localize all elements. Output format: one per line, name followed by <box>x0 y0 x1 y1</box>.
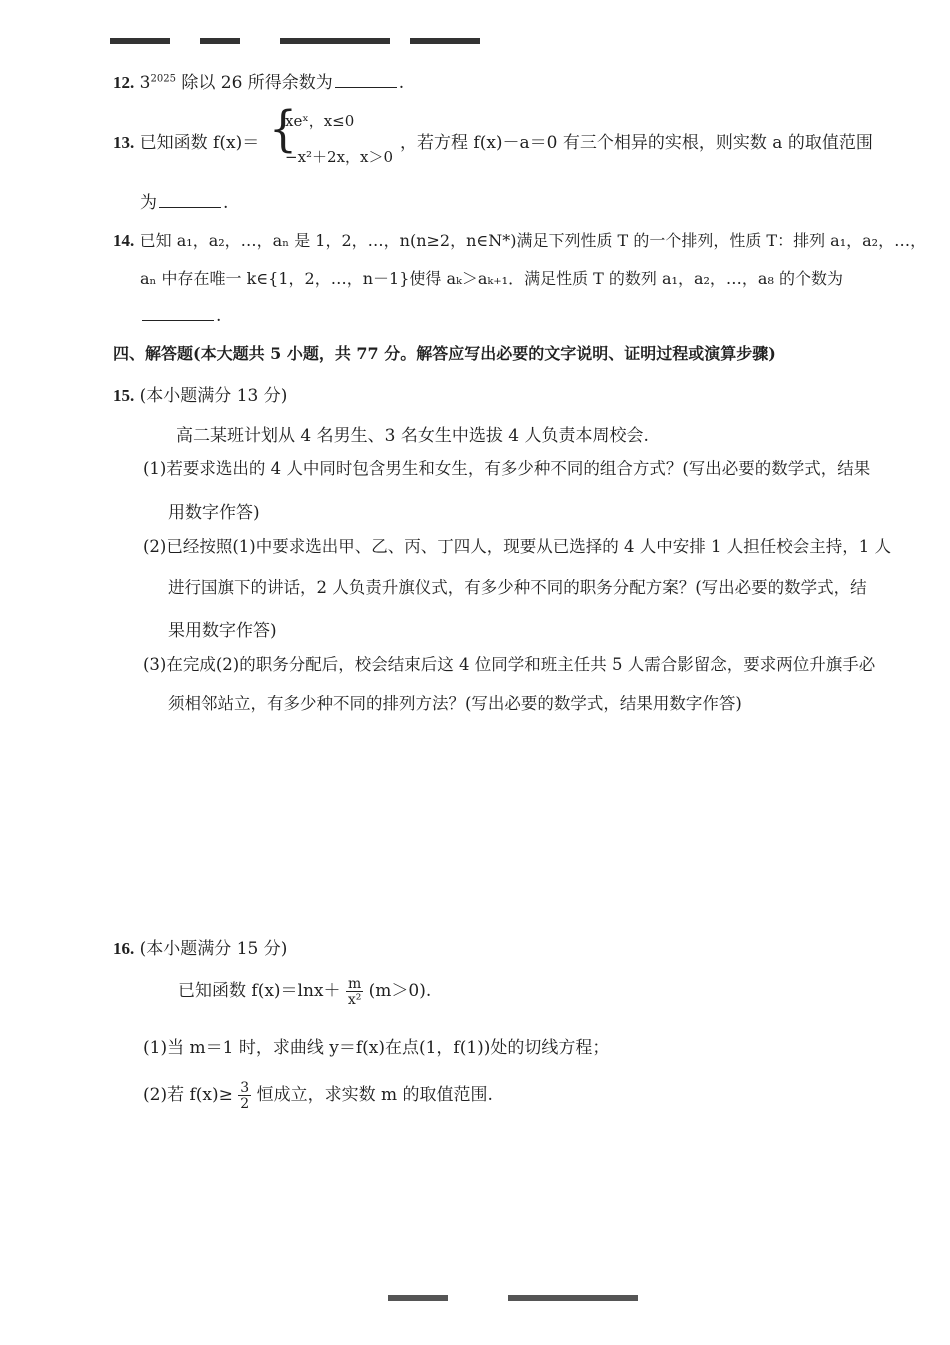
question-number: 15. <box>113 386 135 405</box>
question-13 <box>113 128 259 153</box>
question-12 <box>113 68 404 93</box>
question-15-part1-line1: (1)若要求选出的 4 人中同时包含男生和女生，有多少种不同的组合方式？(写出必要的数学式，结果 <box>143 459 871 478</box>
case-1: xeˣ，x≤0 <box>285 112 355 130</box>
cropped-heading-remnant <box>110 30 510 44</box>
score-note: (本小题满分 15 分) <box>139 939 288 959</box>
fraction-numerator: 3 <box>240 1079 250 1096</box>
fraction-denominator: 2 <box>240 1095 250 1112</box>
function-lead: 已知函数 f(x)＝lnx＋ <box>178 981 341 1001</box>
question-14-line2: aₙ 中存在唯一 k∈{1，2，…，n－1}使得 aₖ＞aₖ₊₁．满足性质 T 的数列 a₁，a₂，…，a₈ 的个数为 <box>140 269 843 288</box>
piecewise-function <box>269 101 409 170</box>
question-15-part2-line1: (2)已经按照(1)中要求选出甲、乙、丙、丁四人，现要从已选择的 4 人中安排 1 人担任校会主持，1 人 <box>143 537 891 556</box>
question-15-part3-line1: (3)在完成(2)的职务分配后，校会结束后这 4 位同学和班主任共 5 人需合影留念，要求两位升旗手必 <box>143 655 876 674</box>
question-15-part2-line3: 果用数字作答) <box>168 621 277 641</box>
question-number: 16. <box>113 939 135 958</box>
fraction <box>238 1081 251 1111</box>
answer-blank[interactable] <box>159 193 221 208</box>
question-15-part2-line2: 进行国旗下的讲话，2 人负责升旗仪式，有多少种不同的职务分配方案？(写出必要的数学式，结 <box>168 578 867 597</box>
answer-blank[interactable] <box>335 73 397 88</box>
question-13-text: ，若方程 f(x)－a＝0 有三个相异的实根，则实数 a 的取值范围 <box>400 133 873 153</box>
left-brace: { <box>269 101 297 158</box>
question-number: 14. <box>113 231 135 250</box>
section-heading: 四、解答题(本大题共 5 小题，共 77 分。解答应写出必要的文字说明、证明过程或演算步骤) <box>113 344 776 363</box>
answer-blank[interactable] <box>142 306 214 321</box>
period: . <box>398 73 405 93</box>
power-exponent: 2025 <box>150 73 176 85</box>
question-16-part2 <box>143 1080 493 1111</box>
question-text: 恒成立，求实数 m 的取值范围. <box>256 1085 493 1105</box>
question-text: 为 <box>140 193 157 213</box>
question-number: 12. <box>113 73 135 92</box>
period: . <box>216 306 222 326</box>
fraction <box>346 977 363 1007</box>
question-14 <box>113 228 926 251</box>
question-16-intro <box>178 976 431 1007</box>
condition: (m＞0). <box>368 981 432 1001</box>
question-16-header <box>113 934 287 959</box>
question-text: 除以 26 所得余数为 <box>181 73 333 93</box>
power-base: 3 <box>139 73 151 93</box>
question-16-part1: (1)当 m＝1 时，求曲线 y＝f(x)在点(1，f(1))处的切线方程； <box>143 1038 610 1058</box>
case-2: −x²＋2x，x＞0 <box>285 148 394 166</box>
question-line-1: 已知 a₁，a₂，…，aₙ 是 1，2，…，n(n≥2，n∈N*)满足下列性质 T 的一个排列，性质 T：排列 a₁，a₂，…， <box>139 231 927 250</box>
question-number: 13. <box>113 133 135 152</box>
inequality-lead: (2)若 f(x)≥ <box>143 1085 233 1105</box>
fraction-denominator: x² <box>347 991 362 1008</box>
question-15-header <box>113 381 287 406</box>
question-14-line3 <box>140 306 221 326</box>
fraction-numerator: m <box>347 975 362 992</box>
question-15-intro: 高二某班计划从 4 名男生、3 名女生中选拔 4 人负责本周校会. <box>176 426 649 446</box>
cropped-footer-remnant <box>388 1293 648 1303</box>
score-note: (本小题满分 13 分) <box>139 386 288 406</box>
question-15-part1-line2: 用数字作答) <box>168 503 260 523</box>
function-lead: 已知函数 f(x)＝ <box>139 133 260 153</box>
question-13-line2 <box>140 188 228 213</box>
period: . <box>223 193 229 213</box>
question-15-part3-line2: 须相邻站立，有多少种不同的排列方法？(写出必要的数学式，结果用数字作答) <box>168 694 742 713</box>
